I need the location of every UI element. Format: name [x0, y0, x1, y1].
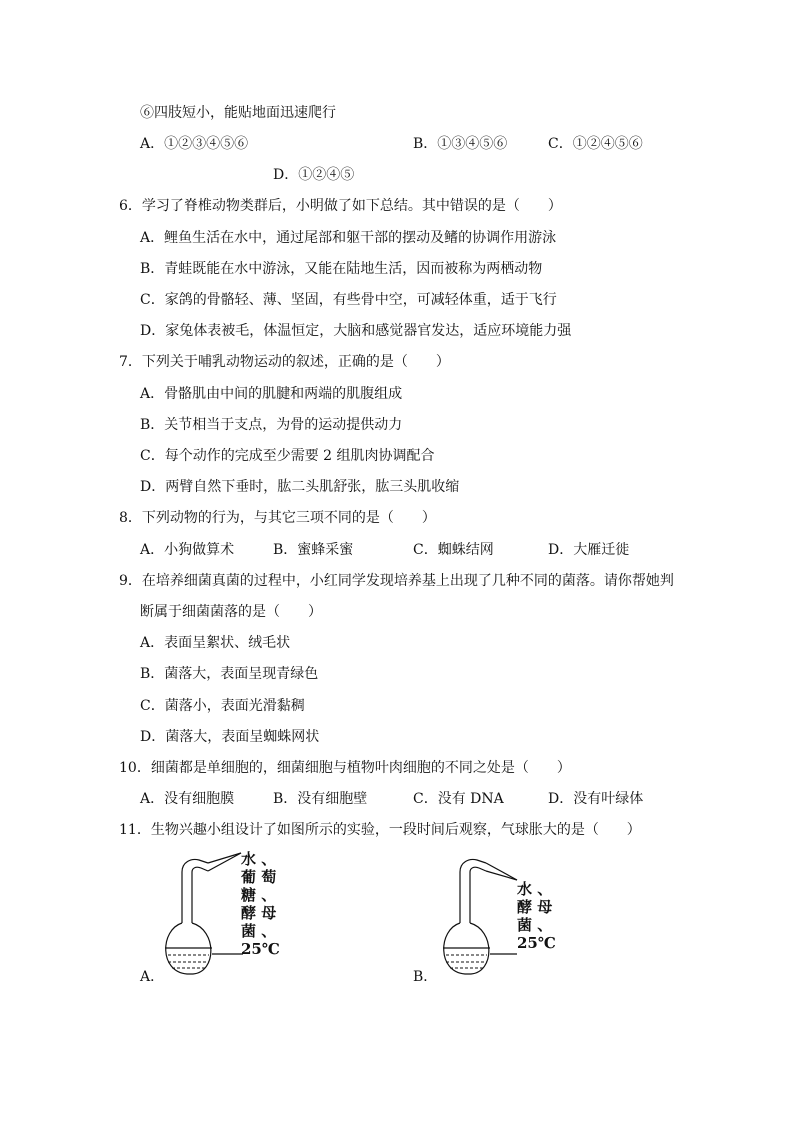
- q8-option-b[interactable]: B．蜜蜂采蜜: [273, 542, 354, 558]
- q7-option-d[interactable]: D．两臂自然下垂时，肱二头肌舒张，肱三头肌收缩: [140, 479, 460, 495]
- q9-option-a[interactable]: A．表面呈絮状、绒毛状: [140, 635, 291, 651]
- q7-option-b[interactable]: B．关节相当于支点，为骨的运动提供动力: [140, 417, 403, 433]
- q6-option-c[interactable]: C．家鸽的骨骼轻、薄、坚固，有些骨中空，可减轻体重，适于飞行: [140, 292, 557, 308]
- q10-stem: 10．细菌都是单细胞的，细菌细胞与植物叶肉细胞的不同之处是（ ）: [119, 760, 571, 776]
- q6-stem: 6．学习了脊椎动物类群后，小明做了如下总结。其中错误的是（ ）: [119, 198, 562, 214]
- q5-option-a[interactable]: A．①②③④⑤⑥: [140, 136, 249, 152]
- q9-option-c[interactable]: C．菌落小，表面光滑黏稠: [140, 698, 305, 714]
- flask-a-label-line-1: 水 、: [241, 850, 277, 868]
- flask-a-label-line-5: 菌 、: [241, 922, 277, 940]
- flask-b-label-line-4: 25℃: [517, 934, 556, 952]
- q10-option-a[interactable]: A．没有细胞膜: [140, 791, 235, 807]
- q8-option-c[interactable]: C．蜘蛛结网: [413, 542, 494, 558]
- q11-option-a[interactable]: A．: [140, 969, 165, 985]
- flask-b-label-line-3: 菌 、: [517, 916, 553, 934]
- flask-a-label-line-3: 糖 、: [241, 886, 277, 904]
- q10-option-b[interactable]: B．没有细胞壁: [273, 791, 368, 807]
- q11-stem: 11．生物兴趣小组设计了如图所示的实验，一段时间后观察，气球胀大的是（ ）: [119, 822, 641, 838]
- flask-a-label-line-2: 葡 萄: [241, 868, 277, 886]
- flask-a-figure[interactable]: [155, 850, 315, 990]
- q10-option-c[interactable]: C．没有 DNA: [413, 791, 504, 807]
- q8-option-a[interactable]: A．小狗做算术: [140, 542, 235, 558]
- flask-a-label-line-4: 酵 母: [241, 904, 277, 922]
- q5-option-d[interactable]: D．①②④⑤: [273, 167, 355, 183]
- flask-b-figure[interactable]: [433, 850, 593, 990]
- q6-option-b[interactable]: B．青蛙既能在水中游泳，又能在陆地生活，因而被称为两栖动物: [140, 261, 543, 277]
- q9-option-b[interactable]: B．菌落大，表面呈现青绿色: [140, 666, 319, 682]
- q7-option-a[interactable]: A．骨骼肌由中间的肌腱和两端的肌腹组成: [140, 386, 403, 402]
- q8-stem: 8．下列动物的行为，与其它三项不同的是（ ）: [119, 510, 436, 526]
- q9-stem-line-2: 断属于细菌菌落的是（ ）: [140, 604, 322, 620]
- q7-option-c[interactable]: C．每个动作的完成至少需要 2 组肌肉协调配合: [140, 448, 435, 464]
- flask-b-label-line-1: 水 、: [517, 880, 553, 898]
- q6-option-a[interactable]: A．鲤鱼生活在水中，通过尾部和躯干部的摆动及鳍的协调作用游泳: [140, 230, 557, 246]
- q9-stem-line-1: 9．在培养细菌真菌的过程中，小红同学发现培养基上出现了几种不同的菌落。请你帮她判: [119, 573, 674, 589]
- flask-b-label-line-2: 酵 母: [517, 898, 553, 916]
- flask-a-label-line-6: 25℃: [241, 940, 280, 958]
- q8-option-d[interactable]: D．大雁迁徙: [548, 542, 630, 558]
- q9-option-d[interactable]: D．菌落大，表面呈蜘蛛网状: [140, 729, 320, 745]
- q5-option-c[interactable]: C．①②④⑤⑥: [548, 136, 643, 152]
- q6-option-d[interactable]: D．家兔体表被毛，体温恒定，大脑和感觉器官发达，适应环境能力强: [140, 323, 572, 339]
- q5-option-b[interactable]: B．①③④⑤⑥: [413, 136, 508, 152]
- q10-option-d[interactable]: D．没有叶绿体: [548, 791, 644, 807]
- q5-item-6: ⑥四肢短小，能贴地面迅速爬行: [140, 105, 336, 121]
- q7-stem: 7．下列关于哺乳动物运动的叙述，正确的是（ ）: [119, 354, 450, 370]
- q11-option-b[interactable]: B．: [413, 969, 438, 985]
